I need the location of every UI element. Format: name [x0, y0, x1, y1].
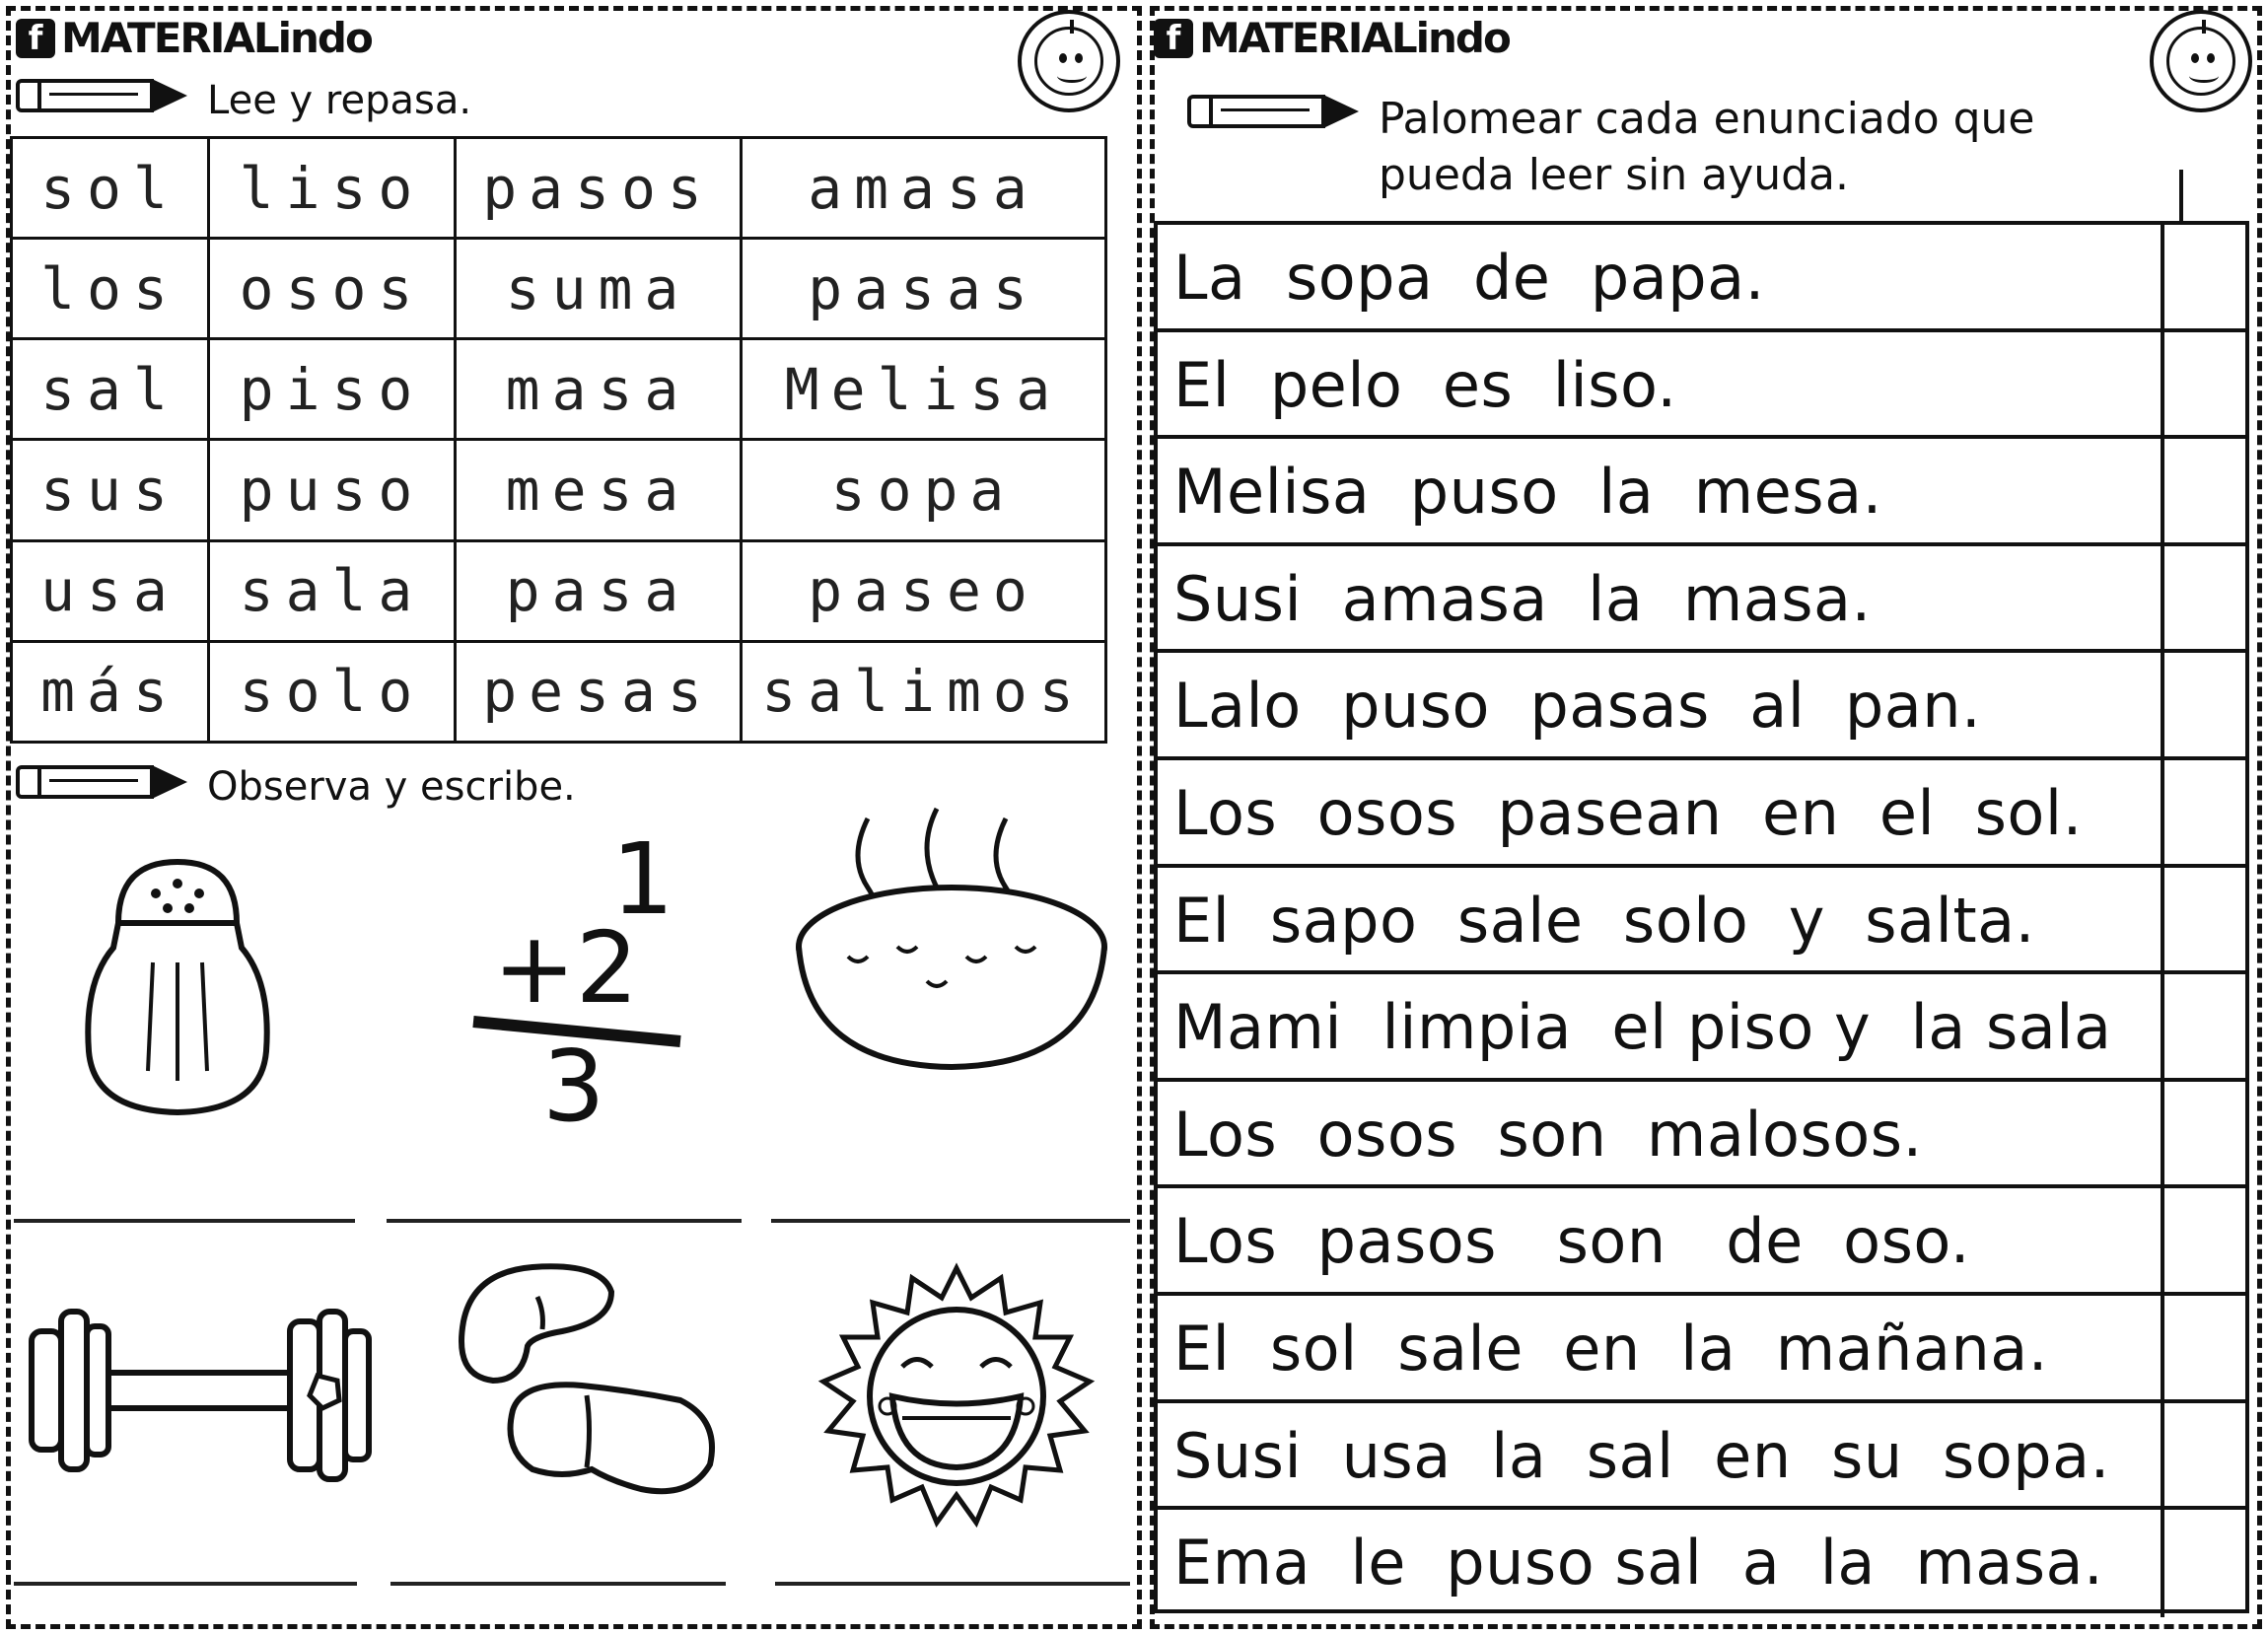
sentence-text: El pelo es liso. — [1173, 348, 1677, 421]
pencil-icon — [16, 75, 193, 116]
word-cell: pasa — [456, 540, 742, 641]
sum-result: 3 — [542, 1029, 605, 1130]
word-cell: pasos — [456, 138, 742, 239]
check-box[interactable] — [2161, 332, 2245, 436]
facebook-icon: f — [1154, 19, 1193, 58]
salt-shaker-icon — [79, 854, 276, 1120]
instruction-lee-repasa — [16, 75, 471, 126]
sentence-row — [1158, 653, 2245, 760]
write-line[interactable] — [390, 1582, 726, 1586]
sentence-text: El sol sale en la mañana. — [1173, 1313, 2048, 1385]
word-cell: piso — [209, 339, 456, 440]
check-box[interactable] — [2161, 974, 2245, 1078]
sentence-list — [1154, 221, 2249, 1613]
table-row — [12, 339, 1106, 440]
sentence-text: La sopa de papa. — [1173, 242, 1765, 314]
word-table — [10, 136, 1107, 744]
pencil-icon — [16, 761, 193, 803]
brand-name: MATERIALindo — [61, 14, 372, 62]
check-box[interactable] — [2161, 868, 2245, 971]
footprints-icon — [434, 1252, 730, 1509]
brand-name: MATERIALindo — [1199, 14, 1510, 62]
word-cell: liso — [209, 138, 456, 239]
instruction-observa-escribe — [16, 761, 576, 813]
sum-top-number: 1 — [611, 834, 674, 937]
sentence-row — [1158, 332, 2245, 440]
check-box[interactable] — [2161, 760, 2245, 864]
word-cell: sala — [209, 540, 456, 641]
sentence-text: Los osos pasean en el sol. — [1173, 777, 2083, 849]
table-row — [12, 138, 1106, 239]
facebook-icon: f — [16, 19, 55, 58]
sum-addend: +2 — [493, 910, 639, 1026]
sentence-row — [1158, 760, 2245, 868]
check-box[interactable] — [2161, 1188, 2245, 1292]
word-cell: mesa — [456, 440, 742, 540]
check-box[interactable] — [2161, 1296, 2245, 1399]
check-box[interactable] — [2161, 1403, 2245, 1507]
write-line[interactable] — [387, 1219, 742, 1223]
sentence-row — [1158, 439, 2245, 546]
check-box[interactable] — [2161, 653, 2245, 756]
word-cell: sal — [12, 339, 209, 440]
sentence-text: Melisa puso la mesa. — [1173, 456, 1882, 529]
word-cell: paseo — [742, 540, 1106, 641]
sentence-row — [1158, 546, 2245, 654]
word-cell: sol — [12, 138, 209, 239]
sun-icon — [799, 1258, 1114, 1534]
brand-logo-right — [1154, 14, 1510, 62]
word-cell: solo — [209, 641, 456, 742]
sentence-text: Los pasos son de oso. — [1173, 1205, 1970, 1278]
check-box[interactable] — [2161, 225, 2245, 328]
sentence-row — [1158, 1510, 2245, 1617]
sentence-row — [1158, 1296, 2245, 1403]
sentence-row — [1158, 1082, 2245, 1189]
word-cell: pesas — [456, 641, 742, 742]
write-line[interactable] — [14, 1219, 355, 1223]
word-cell: sus — [12, 440, 209, 540]
apple-seal-icon — [1018, 10, 1120, 112]
instruction-palomear — [1187, 91, 2173, 203]
dumbbell-icon — [22, 1282, 377, 1509]
word-cell: salimos — [742, 641, 1106, 742]
sentence-row — [1158, 868, 2245, 975]
word-cell: usa — [12, 540, 209, 641]
word-cell: Melisa — [742, 339, 1106, 440]
instruction-text: Observa y escribe. — [207, 764, 576, 810]
sentence-text: Ema le puso sal a la masa. — [1173, 1527, 2104, 1599]
word-cell: suma — [456, 239, 742, 339]
sentence-row — [1158, 1403, 2245, 1511]
word-cell: osos — [209, 239, 456, 339]
check-box[interactable] — [2161, 546, 2245, 650]
table-row — [12, 440, 1106, 540]
brand-logo-left — [16, 14, 372, 62]
check-column-top — [2179, 170, 2183, 223]
word-cell: pasas — [742, 239, 1106, 339]
sentence-text: Lalo puso pasas al pan. — [1173, 670, 1982, 743]
sentence-row — [1158, 974, 2245, 1082]
word-cell: masa — [456, 339, 742, 440]
check-box[interactable] — [2161, 439, 2245, 542]
word-cell: sopa — [742, 440, 1106, 540]
word-cell: los — [12, 239, 209, 339]
check-box[interactable] — [2161, 1510, 2245, 1617]
write-line[interactable] — [775, 1582, 1130, 1586]
write-line[interactable] — [14, 1582, 357, 1586]
table-row — [12, 239, 1106, 339]
pencil-icon — [1187, 91, 1365, 132]
sentence-text: Los osos son malosos. — [1173, 1098, 1923, 1171]
word-cell: puso — [209, 440, 456, 540]
check-box[interactable] — [2161, 1082, 2245, 1185]
instruction-text: Palomear cada enunciado que pueda leer sin ayuda. — [1379, 94, 2035, 201]
write-line[interactable] — [771, 1219, 1130, 1223]
sentence-text: El sapo sale solo y salta. — [1173, 884, 2035, 957]
table-row — [12, 540, 1106, 641]
table-row — [12, 641, 1106, 742]
soup-bowl-icon — [789, 799, 1114, 1075]
word-cell: más — [12, 641, 209, 742]
sentence-text: Mami limpia el piso y la sala — [1173, 991, 2112, 1064]
sentence-row — [1158, 225, 2245, 332]
sentence-text: Susi usa la sal en su sopa. — [1173, 1419, 2110, 1492]
sentence-text: Susi amasa la masa. — [1173, 562, 1872, 635]
sentence-row — [1158, 1188, 2245, 1296]
sum-icon — [463, 834, 700, 1130]
instruction-text: Lee y repasa. — [207, 78, 472, 123]
word-cell: amasa — [742, 138, 1106, 239]
